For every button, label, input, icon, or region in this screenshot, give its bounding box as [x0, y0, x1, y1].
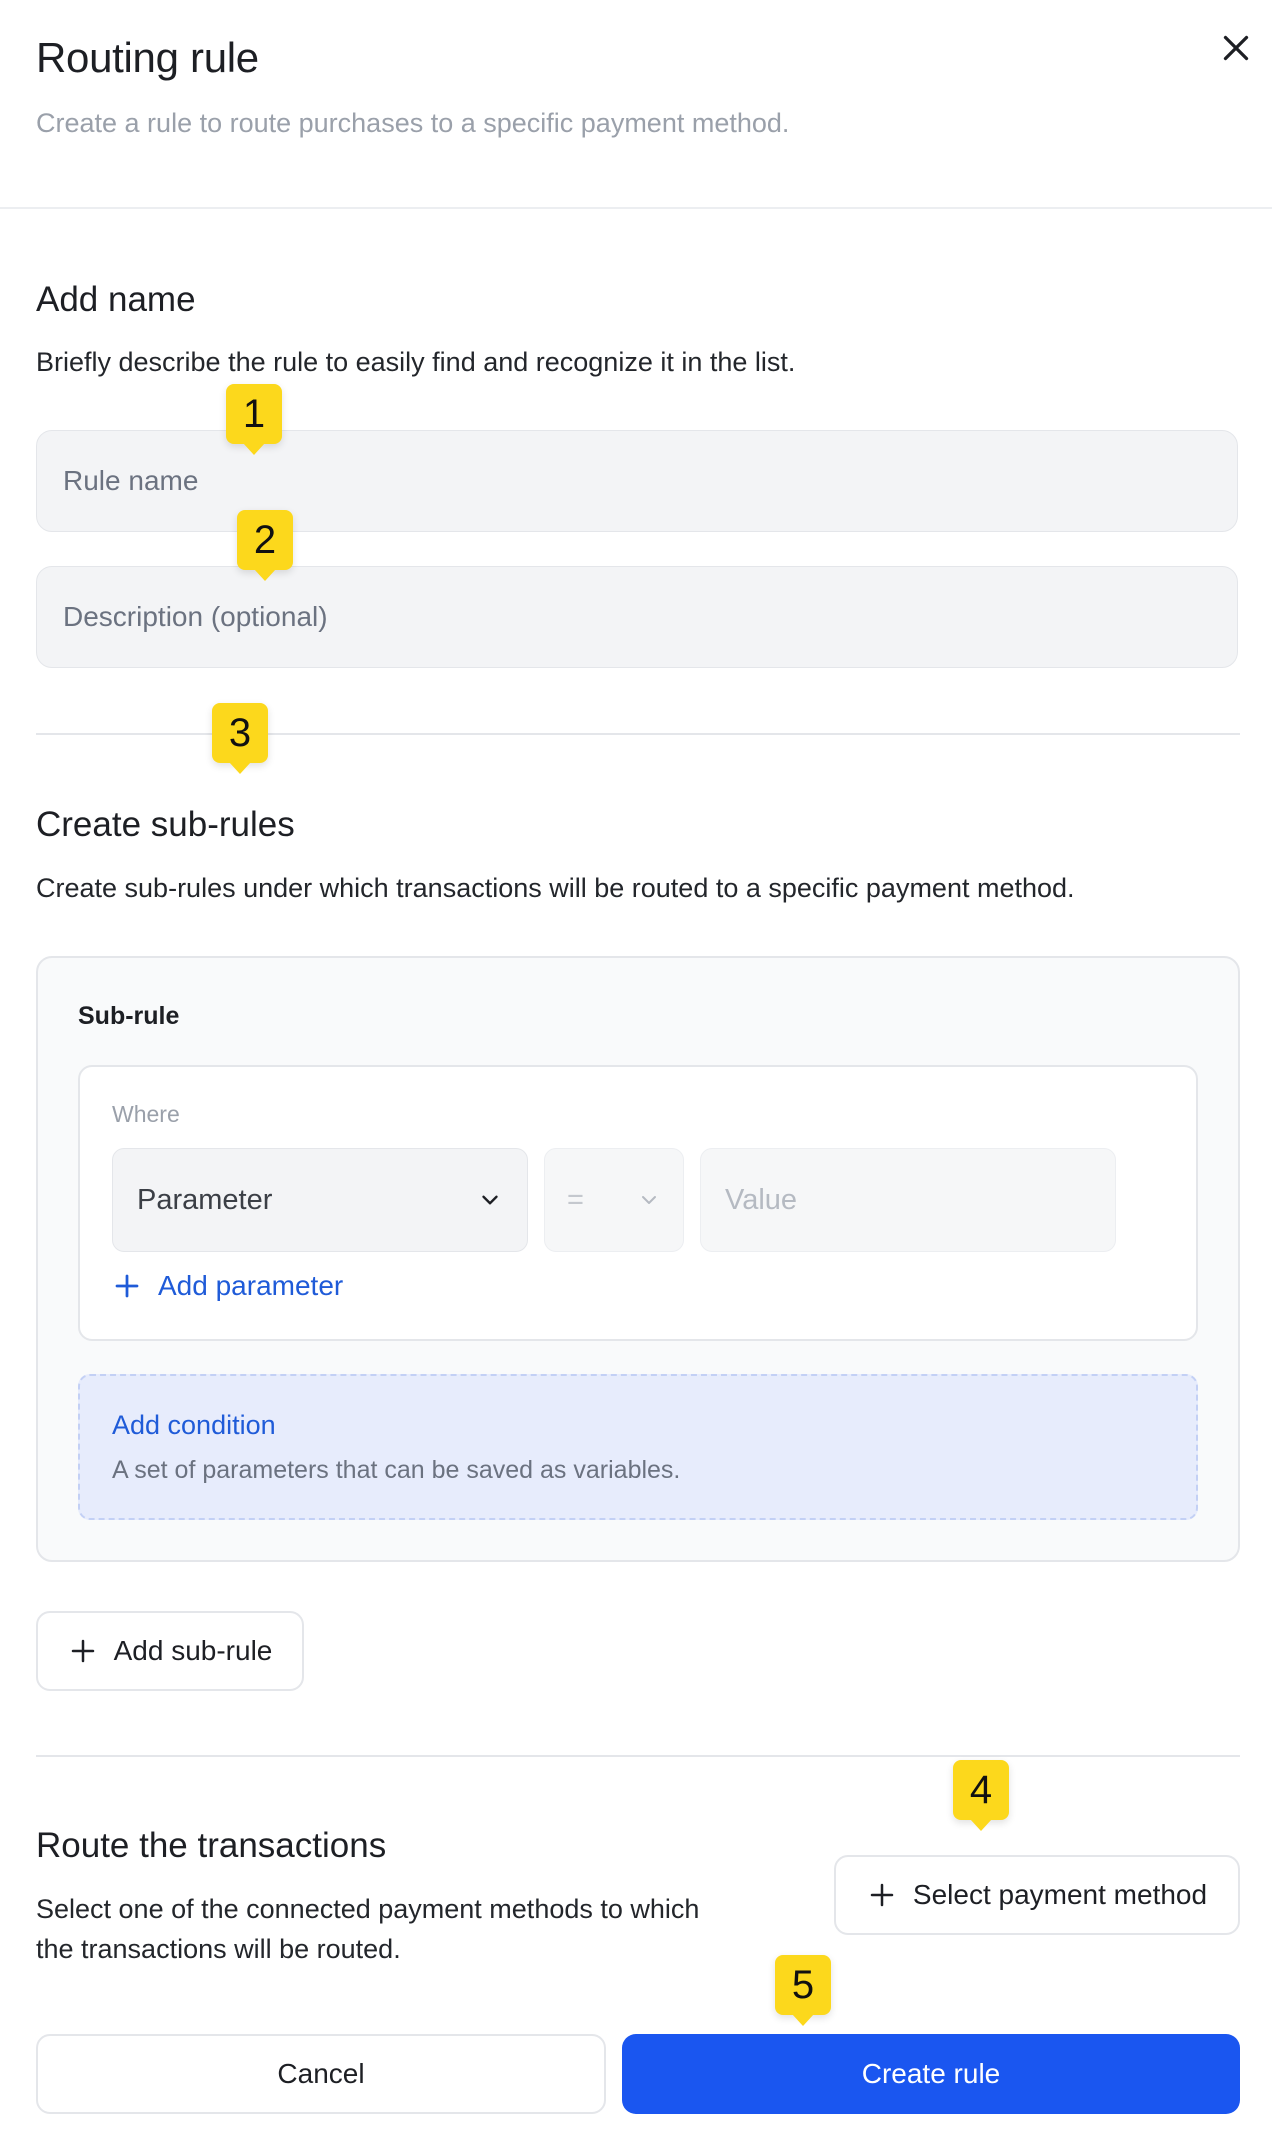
subrule-title: Sub-rule: [78, 1002, 180, 1030]
close-icon: [1218, 30, 1254, 66]
add-condition-link[interactable]: Add condition: [112, 1410, 276, 1440]
operator-select[interactable]: [544, 1148, 684, 1252]
cancel-label: Cancel: [277, 2058, 365, 2089]
section-divider: [36, 1755, 1240, 1757]
description-input[interactable]: [61, 600, 1237, 634]
chevron-down-icon: [637, 1188, 661, 1212]
select-payment-method-button[interactable]: [834, 1855, 1240, 1935]
create-rule-label: Create rule: [861, 2058, 1001, 2089]
add-parameter-label: Add parameter: [158, 1270, 344, 1301]
step-badge-3: 3: [212, 703, 268, 763]
close-button[interactable]: [1218, 30, 1254, 66]
route-heading: Route the transactions: [36, 1826, 387, 1865]
add-condition-box[interactable]: [78, 1374, 1198, 1520]
create-subrules-heading: Create sub-rules: [36, 805, 295, 844]
add-name-description: Briefly describe the rule to easily find and recognize it in the list.: [36, 347, 796, 377]
page-title: Routing rule: [36, 34, 259, 81]
parameter-select-label: Parameter: [137, 1183, 273, 1216]
create-subrules-description: Create sub-rules under which transactions will be routed to a specific payment method.: [36, 873, 1075, 903]
step-badge-1: 1: [226, 384, 282, 444]
cancel-button[interactable]: [36, 2034, 606, 2114]
step-badge-2: 2: [237, 510, 293, 570]
plus-icon: [867, 1880, 897, 1910]
route-description-line2: the transactions will be routed.: [36, 1934, 401, 1964]
chevron-down-icon: [477, 1187, 503, 1213]
step-badge-5: 5: [775, 1955, 831, 2015]
operator-select-label: =: [567, 1183, 584, 1216]
description-field[interactable]: [36, 566, 1238, 668]
plus-icon: [68, 1636, 98, 1666]
create-rule-button[interactable]: [622, 2034, 1240, 2114]
rule-name-input[interactable]: [61, 464, 1237, 498]
route-description-line1: Select one of the connected payment methods to which: [36, 1894, 700, 1924]
add-subrule-label: Add sub-rule: [113, 1635, 273, 1666]
step-badge-4: 4: [953, 1760, 1009, 1820]
add-name-heading: Add name: [36, 280, 196, 319]
header-divider: [0, 207, 1272, 209]
add-subrule-button[interactable]: [36, 1611, 304, 1691]
value-input[interactable]: Value: [700, 1148, 1116, 1252]
rule-name-field[interactable]: [36, 430, 1238, 532]
add-parameter-button[interactable]: [112, 1270, 343, 1302]
plus-icon: [112, 1271, 142, 1301]
select-payment-method-label: Select payment method: [912, 1879, 1208, 1910]
where-label: Where: [112, 1101, 180, 1127]
parameter-select[interactable]: [112, 1148, 528, 1252]
page-subtitle: Create a rule to route purchases to a specific payment method.: [36, 108, 790, 138]
add-condition-description: A set of parameters that can be saved as variables.: [112, 1456, 681, 1484]
